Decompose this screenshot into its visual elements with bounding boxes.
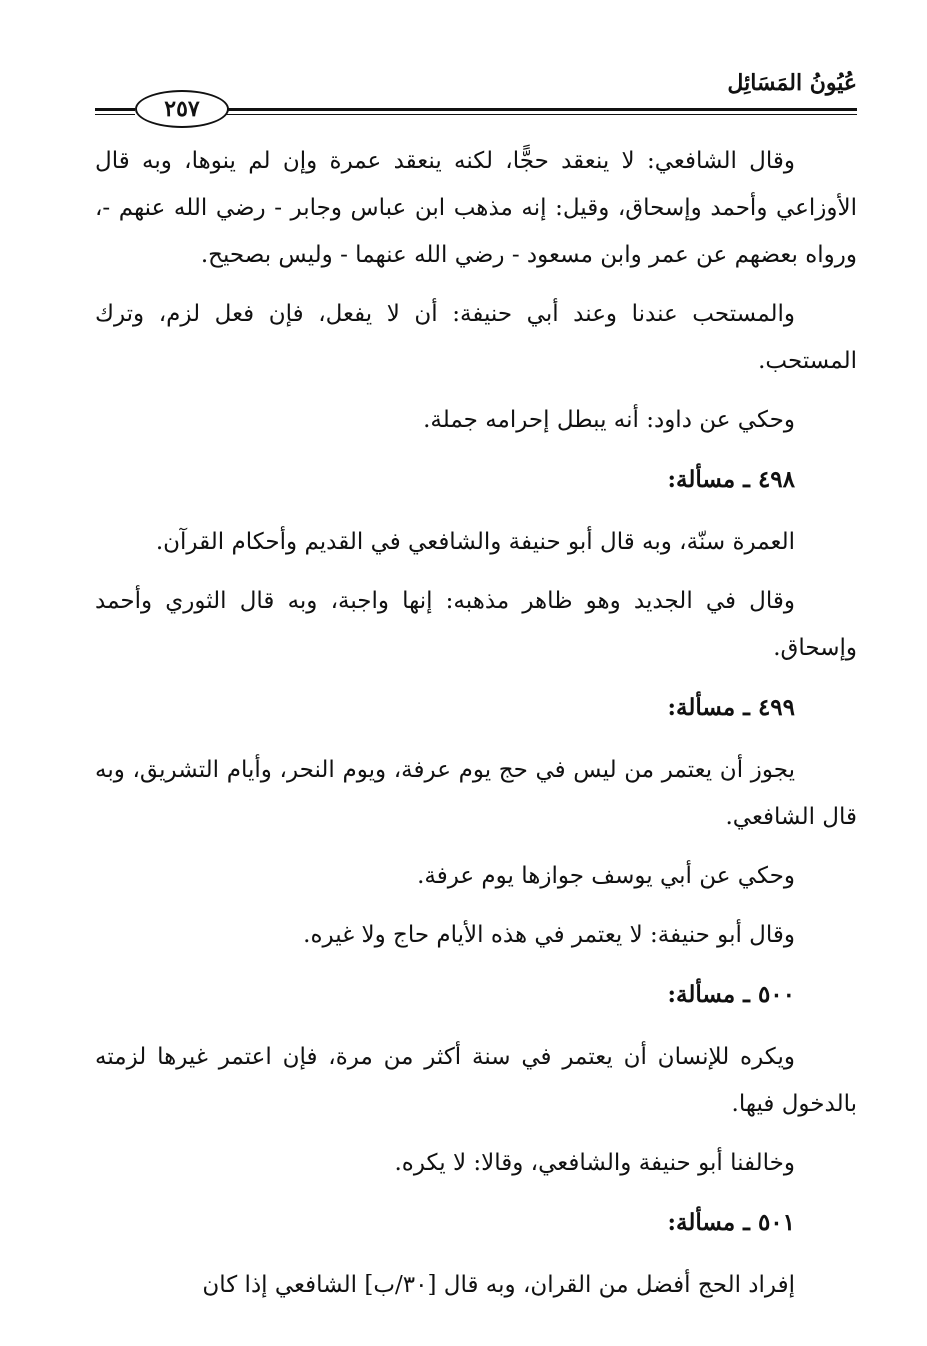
issue-heading: ٤٩٨ ـ مسألة: — [667, 466, 795, 493]
paragraph: والمستحب عندنا وعند أبي حنيفة: أن لا يفعل، فإن فعل لزم، وترك المستحب. — [95, 301, 857, 374]
paragraph: إفراد الحج أفضل من القران، وبه قال [٣٠/ب] الشافعي إذا كان — [202, 1272, 795, 1298]
paragraph: وقال أبو حنيفة: لا يعتمر في هذه الأيام حاج ولا غيره. — [303, 922, 795, 948]
paragraph: وحكي عن أبي يوسف جوازها يوم عرفة. — [417, 863, 795, 889]
running-title: عُيُونُ المَسَائِل — [727, 70, 857, 96]
header-rule-left-thin — [95, 114, 135, 115]
paragraph: وقال في الجديد وهو ظاهر مذهبه: إنها واجبة، وبه قال الثوري وأحمد وإسحاق. — [95, 588, 857, 661]
header-rule — [223, 108, 857, 111]
paragraph: ويكره للإنسان أن يعتمر في سنة أكثر من مرة، فإن اعتمر غيرها لزمته بالدخول فيها. — [95, 1044, 857, 1117]
issue-heading: ٥٠٠ ـ مسألة: — [667, 981, 795, 1008]
page-header — [95, 62, 857, 122]
page-body — [95, 138, 857, 1321]
paragraph: يجوز أن يعتمر من ليس في حج يوم عرفة، ويوم النحر، وأيام التشريق، وبه قال الشافعي. — [95, 757, 857, 830]
issue-heading: ٤٩٩ ـ مسألة: — [667, 694, 795, 721]
paragraph: العمرة سنّة، وبه قال أبو حنيفة والشافعي في القديم وأحكام القرآن. — [155, 529, 795, 555]
issue-heading: ٥٠١ ـ مسألة: — [667, 1209, 795, 1236]
paragraph: وحكي عن داود: أنه يبطل إحرامه جملة. — [423, 407, 795, 433]
header-rule-thin — [223, 114, 857, 115]
header-rule-left — [95, 108, 135, 111]
paragraph: وخالفنا أبو حنيفة والشافعي، وقالا: لا يكره. — [394, 1150, 795, 1176]
paragraph: وقال الشافعي: لا ينعقد حجًّا، لكنه ينعقد عمرة وإن لم ينوها، وبه قال الأوزاعي وأحمد وإسحاق، وقيل: إنه مذهب ابن عباس وجابر - رضي الله عنهم -، ورواه بعضهم عن عمر وابن مسعود - رضي الله عنهما - وليس بصحيح. — [95, 148, 857, 268]
page-number: ٢٥٧ — [135, 90, 229, 128]
